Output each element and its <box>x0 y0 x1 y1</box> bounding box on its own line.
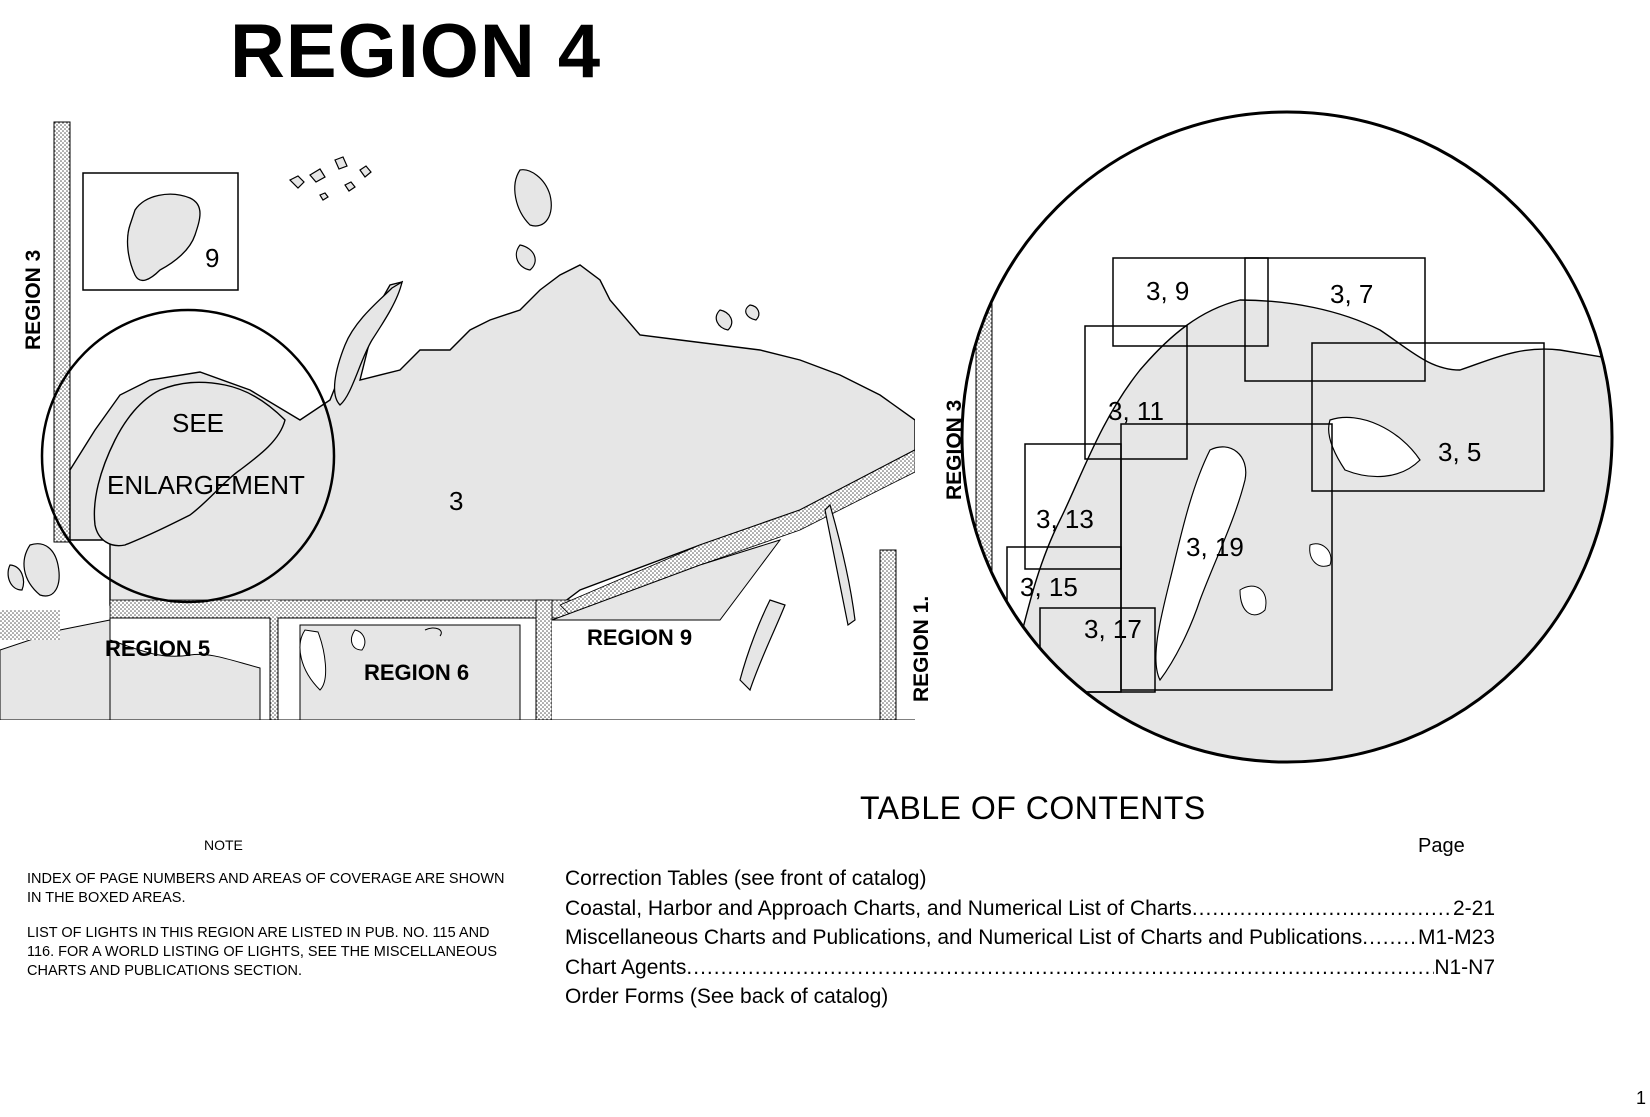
page-number: 1 <box>1636 1088 1647 1108</box>
box-label: 3, 5 <box>1438 437 1482 467</box>
note-paragraph: LIST OF LIGHTS IN THIS REGION ARE LISTED IN PUB. NO. 115 AND 116. FOR A WORLD LISTING OF LIGHTS, SEE THE MISCELLANEOUS CHARTS AND PUBLICATIONS SECTION. <box>27 925 498 979</box>
toc-item: Order Forms (See back of catalog) <box>565 985 889 1008</box>
box-label: 3, 11 <box>1108 396 1164 426</box>
region6-label: REGION 6 <box>364 660 470 685</box>
main-map <box>0 122 915 720</box>
svalbard-page-number: 9 <box>205 243 220 273</box>
box-label: 3, 19 <box>1186 532 1244 562</box>
region3-left-label: REGION 3 <box>22 249 45 350</box>
box-label: 3, 7 <box>1330 279 1374 309</box>
box-label: 3, 9 <box>1146 276 1190 306</box>
toc-item: Miscellaneous Charts and Publications, and Numerical List of Charts and Publications ..... M1-M23 <box>565 923 1495 953</box>
region9-label: REGION 9 <box>587 625 693 650</box>
region1-label: REGION 1. <box>910 595 933 702</box>
page-title: REGION 4 <box>230 9 602 94</box>
note-paragraph: INDEX OF PAGE NUMBERS AND AREAS OF COVERAGE ARE SHOWN IN THE BOXED AREAS. <box>27 871 505 906</box>
note-title: NOTE <box>204 837 243 853</box>
box-label: 3, 13 <box>1036 504 1094 534</box>
see-label: SEE <box>172 408 225 438</box>
enlargement-inset <box>943 110 1620 770</box>
region5-label: REGION 5 <box>105 636 211 661</box>
region3-inset-label: REGION 3 <box>943 399 966 500</box>
box-label: 3, 17 <box>1084 614 1142 644</box>
toc-item: Chart Agents ..... N1-N7 <box>565 953 1495 983</box>
main-page-number: 3 <box>449 486 464 516</box>
toc-item: Correction Tables (see front of catalog) <box>565 867 927 890</box>
toc-list <box>565 864 1495 1012</box>
box-label: 3, 15 <box>1020 572 1078 602</box>
toc-page-header: Page <box>1418 835 1465 857</box>
enlargement-label: ENLARGEMENT <box>107 470 305 500</box>
toc-title: TABLE OF CONTENTS <box>860 790 1206 826</box>
toc-item: Coastal, Harbor and Approach Charts, and Numerical List of Charts ..... 2-21 <box>565 894 1495 924</box>
